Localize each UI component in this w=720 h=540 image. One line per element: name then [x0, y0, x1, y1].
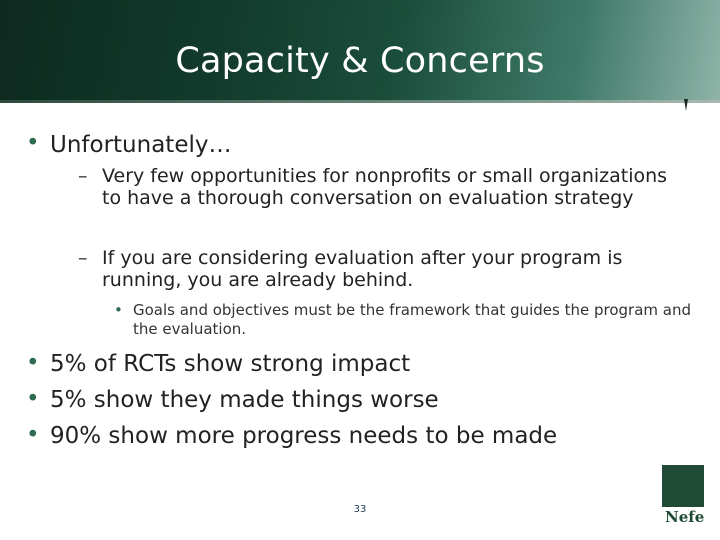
- bullet-dot-icon: •: [114, 301, 123, 319]
- dash-icon: –: [78, 165, 88, 187]
- bullet-text: 5% show they made things worse: [50, 387, 439, 413]
- bullet-dot-icon: •: [26, 422, 40, 448]
- logo-band: [662, 507, 704, 527]
- slide-title: Capacity & Concerns: [175, 41, 545, 81]
- dash-icon: –: [78, 247, 88, 269]
- bullet-text: 5% of RCTs show strong impact: [50, 351, 411, 377]
- nefe-logo: [662, 465, 704, 527]
- sub-bullet-text: If you are considering evaluation after your program is running, you are already behind.: [102, 247, 623, 291]
- sub-bullet-text: Very few opportunities for nonprofits or small organizations to have a thorough conversation on evaluation strategy: [102, 165, 668, 209]
- sub-sub-bullet-text: Goals and objectives must be the framework that guides the program and the evaluation.: [133, 301, 692, 338]
- logo-text: Nefe: [665, 508, 705, 526]
- bullet-dot-icon: •: [26, 386, 40, 412]
- bullet-dot-icon: •: [26, 130, 40, 156]
- bullet-dot-icon: •: [26, 350, 40, 376]
- page-number: 33: [353, 504, 367, 515]
- title-banner: [0, 0, 720, 100]
- header-marker-icon: [684, 99, 689, 115]
- bullet-text: Unfortunately…: [50, 132, 232, 158]
- header-divider: [0, 100, 720, 103]
- bullet-text: 90% show more progress needs to be made: [50, 423, 558, 449]
